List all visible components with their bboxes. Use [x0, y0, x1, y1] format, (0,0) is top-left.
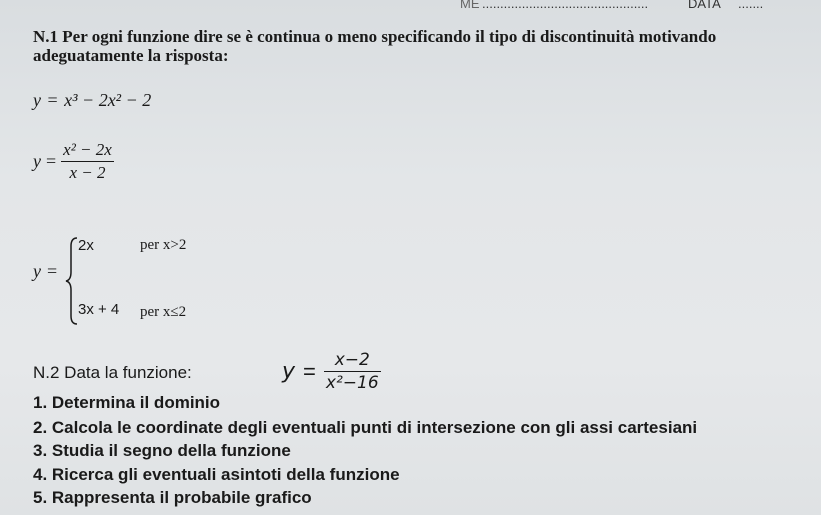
exercise-2-function [282, 349, 381, 394]
function-2-eq: = [46, 151, 57, 171]
header-date-dots: ....... [738, 0, 764, 11]
exercise-1-title: N.1 Per ogni funzione dire se è continua o meno specificando il tipo di discontinuità motivando [33, 27, 717, 46]
header-dots: .............................................. [482, 0, 649, 11]
header-name-fragment: ME [460, 0, 480, 11]
exercise-2-title: N.2 Data la funzione: [33, 363, 192, 382]
function-2-denominator: x − 2 [69, 163, 106, 182]
exercise-2-function-numerator: x−2 [324, 349, 381, 372]
function-3-case-1-expr: 2x [78, 237, 94, 254]
header-date-label: DATA [688, 0, 721, 11]
function-2-numerator: x² − 2x [61, 139, 114, 162]
function-2-fraction [61, 139, 114, 184]
exercise-2-function-denominator: x²−16 [325, 373, 379, 393]
exercise-2-function-lhs: y [282, 359, 296, 384]
task-3: 3. Studia il segno della funzione [33, 441, 291, 460]
exercise-1-title-cont: adeguatamente la risposta: [33, 46, 229, 65]
task-4: 4. Ricerca gli eventuali asintoti della funzione [33, 465, 400, 484]
exercise-2-function-fraction [324, 349, 381, 394]
function-3-lhs: y [33, 261, 41, 281]
task-2: 2. Calcola le coordinate degli eventuali punti di intersezione con gli assi cartesiani [33, 418, 698, 437]
exercise-2-function-eq: = [303, 358, 316, 384]
function-1-lhs: y [33, 90, 41, 110]
function-3-eq: = [47, 261, 58, 281]
task-5: 5. Rappresenta il probabile grafico [33, 488, 312, 507]
function-1-eq: = [47, 90, 58, 110]
function-2-lhs: y [33, 151, 41, 171]
function-2 [33, 139, 114, 184]
function-3-case-2-cond: per x≤2 [140, 304, 187, 320]
function-3 [33, 233, 233, 323]
function-1-rhs: x³ − 2x² − 2 [64, 90, 152, 110]
function-3-case-1-cond: per x>2 [140, 237, 187, 253]
function-1 [33, 90, 151, 111]
worksheet-header [460, 0, 821, 14]
function-3-case-2-expr: 3x + 4 [78, 301, 120, 318]
task-1: 1. Determina il dominio [33, 393, 221, 412]
